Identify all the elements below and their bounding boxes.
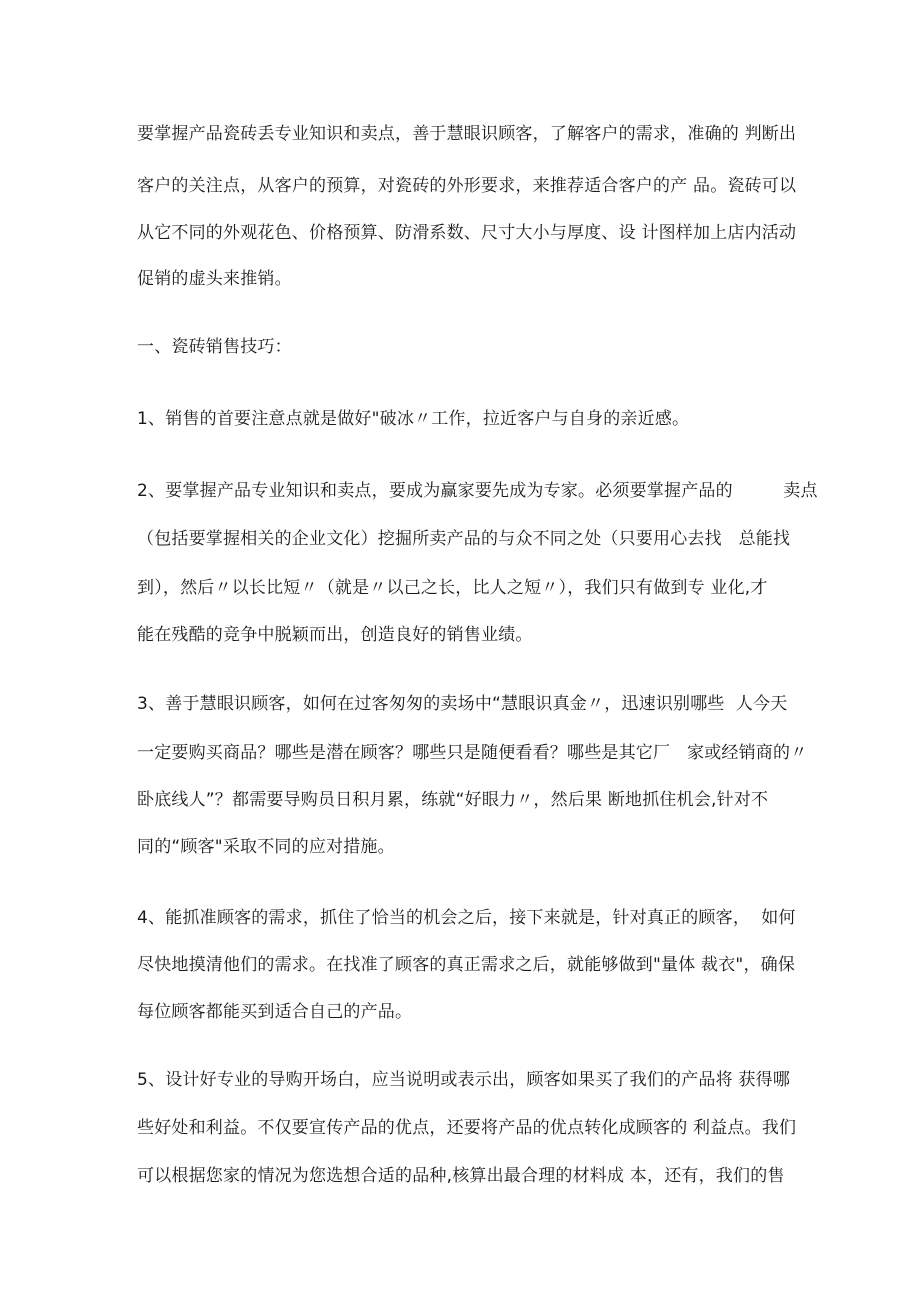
tip-2-line-4: 能在残酷的竞争中脱颖而出，创造良好的销售业绩。: [137, 625, 533, 645]
intro-line-3: 从它不同的外观花色、价格预算、防滑系数、尺寸大小与厚度、设 计图样加上店内活动: [137, 223, 797, 243]
tip-1-line-1: 1、销售的首要注意点就是做好"破冰〃工作，拉近客户与自身的亲近感。: [137, 409, 690, 429]
tip-2-line-1: 2、要掌握产品专业知识和卖点，要成为赢家要先成为专家。必须要掌握产品的 卖点: [137, 481, 818, 501]
tip-5-line-2: 些好处和利益。不仅要宣传产品的优点，还要将产品的优点转化成顾客的 利益点。我们: [137, 1118, 797, 1138]
tip-3-line-2: 一定要购买商品？哪些是潜在顾客？哪些只是随便看看？哪些是其它厂 家或经销商的〃: [137, 743, 808, 763]
tip-3-line-1: 3、善于慧眼识顾客，如何在过客匆匆的卖场中“慧眼识真金〃，迅速识别哪些 人今天: [137, 694, 788, 714]
tip-3-line-3: 卧底线人”？都需要导购员日积月累，练就“好眼力〃，然后果 断地抓住机会,针对不: [137, 790, 769, 810]
tip-4-line-3: 每位顾客都能买到适合自己的产品。: [137, 1002, 413, 1022]
tip-2-line-2: （包括要掌握相关的企业文化）挖掘所卖产品的与众不同之处（只要用心去找 总能找: [137, 529, 791, 549]
tip-2-line-3: 到），然后〃以长比短〃（就是〃以己之长，比人之短〃），我们只有做到专 业化,才: [137, 578, 768, 598]
intro-line-2: 客户的关注点，从客户的预算，对瓷砖的外形要求，来推荐适合客户的产 品。瓷砖可以: [137, 176, 797, 196]
intro-line-4: 促销的虚头来推销。: [137, 269, 292, 289]
tip-4-line-1: 4、能抓准顾客的需求，抓住了恰当的机会之后，接下来就是，针对真正的顾客， 如何: [137, 908, 796, 928]
tip-4-line-2: 尽快地摸清他们的需求。在找准了顾客的真正需求之后，就能够做到"量体 裁衣"，确保: [137, 955, 796, 975]
intro-line-1: 要掌握产品瓷砖丢专业知识和卖点，善于慧眼识顾客，了解客户的需求，准确的 判断出: [137, 124, 797, 144]
section-heading: 一、瓷砖销售技巧：: [137, 337, 292, 357]
tip-3-line-4: 同的“顾客"采取不同的应对措施。: [137, 837, 395, 857]
tip-5-line-1: 5、设计好专业的导购开场白，应当说明或表示出，顾客如果买了我们的产品将 获得哪: [137, 1070, 791, 1090]
tip-5-line-3: 可以根据您家的情况为您选想合适的品种,核算出最合理的材料成 本，还有，我们的售: [137, 1166, 785, 1186]
